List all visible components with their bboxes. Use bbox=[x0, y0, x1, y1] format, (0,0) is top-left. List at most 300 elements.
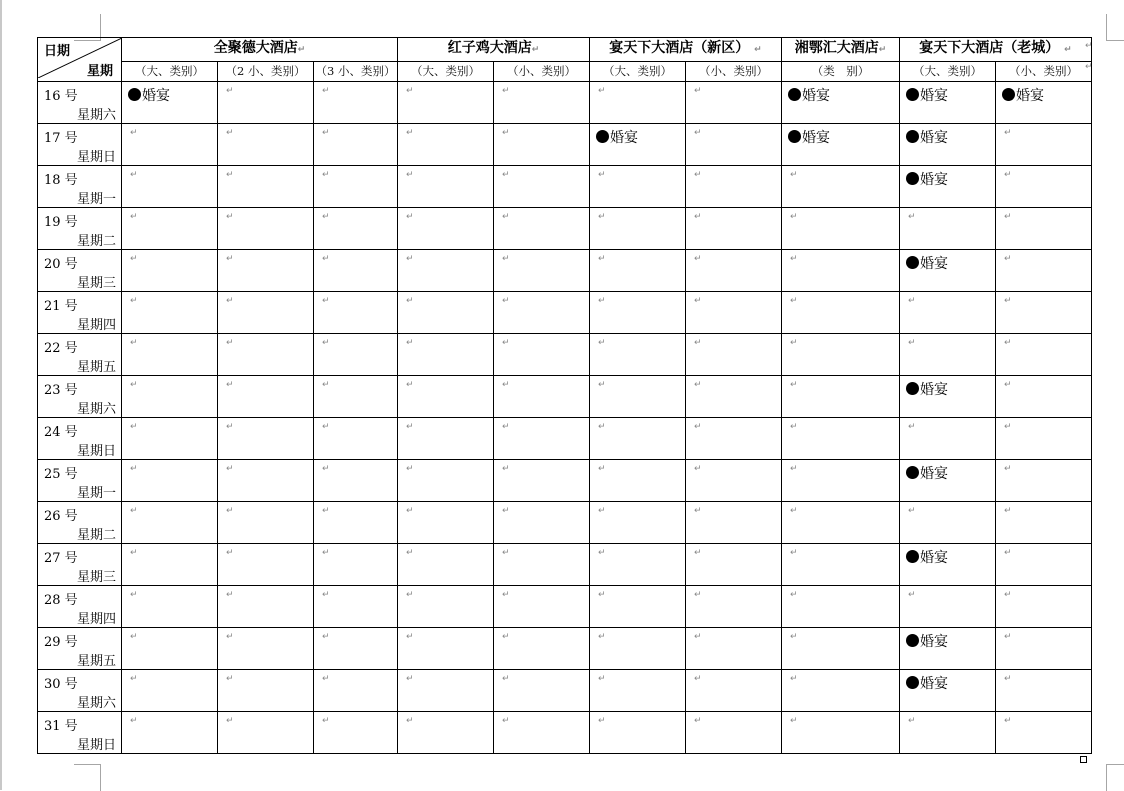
schedule-cell[interactable] bbox=[218, 124, 314, 166]
paragraph-mark: ↵ bbox=[790, 422, 798, 432]
paragraph-mark: ↵ bbox=[130, 170, 138, 180]
filled-circle-icon bbox=[1002, 88, 1015, 101]
schedule-cell[interactable] bbox=[494, 418, 590, 460]
schedule-cell[interactable] bbox=[314, 376, 398, 418]
schedule-cell[interactable] bbox=[900, 712, 996, 754]
schedule-cell[interactable] bbox=[686, 628, 782, 670]
date-cell[interactable] bbox=[38, 544, 122, 586]
schedule-cell[interactable] bbox=[122, 670, 218, 712]
filled-circle-icon bbox=[906, 256, 919, 269]
schedule-cell[interactable] bbox=[782, 166, 900, 208]
schedule-cell[interactable] bbox=[996, 292, 1092, 334]
schedule-cell[interactable] bbox=[996, 460, 1092, 502]
schedule-cell[interactable] bbox=[398, 124, 494, 166]
event-label: 婚宴 bbox=[802, 130, 830, 146]
schedule-cell[interactable] bbox=[900, 82, 996, 124]
schedule-cell[interactable] bbox=[686, 418, 782, 460]
schedule-cell[interactable] bbox=[314, 250, 398, 292]
hotel-header-row bbox=[38, 38, 1092, 62]
schedule-cell[interactable] bbox=[218, 628, 314, 670]
category-header: （小、类别） bbox=[686, 62, 782, 82]
schedule-cell[interactable] bbox=[686, 670, 782, 712]
schedule-cell[interactable] bbox=[900, 502, 996, 544]
schedule-cell[interactable] bbox=[398, 166, 494, 208]
paragraph-mark: ↵ bbox=[226, 212, 234, 222]
schedule-cell[interactable] bbox=[996, 712, 1092, 754]
weekday: 星期四 bbox=[76, 318, 116, 333]
paragraph-mark: ↵ bbox=[1004, 338, 1012, 348]
date-row bbox=[38, 124, 1092, 166]
schedule-cell[interactable] bbox=[494, 208, 590, 250]
schedule-cell[interactable] bbox=[996, 334, 1092, 376]
schedule-cell[interactable] bbox=[494, 124, 590, 166]
paragraph-mark: ↵ bbox=[790, 338, 798, 348]
schedule-cell[interactable] bbox=[996, 124, 1092, 166]
schedule-cell[interactable] bbox=[900, 670, 996, 712]
paragraph-mark: ↵ bbox=[322, 716, 330, 726]
date-number: 23 号 bbox=[44, 383, 78, 398]
paragraph-mark: ↵ bbox=[130, 464, 138, 474]
schedule-cell[interactable] bbox=[590, 544, 686, 586]
schedule-cell[interactable] bbox=[494, 376, 590, 418]
schedule-cell[interactable] bbox=[900, 250, 996, 292]
date-cell[interactable] bbox=[38, 670, 122, 712]
category-header-row bbox=[38, 62, 1092, 82]
filled-circle-icon bbox=[128, 88, 141, 101]
date-row bbox=[38, 208, 1092, 250]
paragraph-mark: ↵ bbox=[406, 170, 414, 180]
paragraph-mark: ↵ bbox=[502, 86, 510, 96]
paragraph-mark: ↵ bbox=[694, 590, 702, 600]
schedule-cell[interactable] bbox=[996, 376, 1092, 418]
schedule-cell[interactable] bbox=[122, 82, 218, 124]
schedule-cell[interactable] bbox=[494, 166, 590, 208]
paragraph-mark: ↵ bbox=[130, 128, 138, 138]
event-label: 婚宴 bbox=[610, 130, 638, 146]
schedule-cell[interactable] bbox=[122, 124, 218, 166]
paragraph-mark: ↵ bbox=[322, 254, 330, 264]
schedule-cell[interactable] bbox=[494, 628, 590, 670]
paragraph-mark: ↵ bbox=[502, 170, 510, 180]
schedule-cell[interactable] bbox=[314, 670, 398, 712]
schedule-cell[interactable] bbox=[686, 82, 782, 124]
schedule-cell[interactable] bbox=[218, 292, 314, 334]
weekday: 星期五 bbox=[76, 360, 116, 375]
schedule-cell[interactable] bbox=[996, 418, 1092, 460]
schedule-cell[interactable] bbox=[218, 712, 314, 754]
schedule-cell[interactable] bbox=[218, 586, 314, 628]
schedule-cell[interactable] bbox=[996, 250, 1092, 292]
schedule-cell[interactable] bbox=[900, 334, 996, 376]
schedule-cell[interactable] bbox=[590, 376, 686, 418]
paragraph-mark: ↵ bbox=[1004, 296, 1012, 306]
paragraph-mark: ↵ bbox=[130, 212, 138, 222]
weekday: 星期二 bbox=[76, 528, 116, 543]
schedule-cell[interactable] bbox=[218, 82, 314, 124]
paragraph-mark: ↵ bbox=[502, 338, 510, 348]
schedule-cell[interactable] bbox=[398, 376, 494, 418]
schedule-cell[interactable] bbox=[398, 628, 494, 670]
paragraph-mark: ↵ bbox=[1085, 62, 1093, 72]
paragraph-mark: ↵ bbox=[598, 338, 606, 348]
schedule-cell[interactable] bbox=[782, 334, 900, 376]
schedule-cell[interactable] bbox=[996, 502, 1092, 544]
schedule-cell[interactable] bbox=[314, 166, 398, 208]
paragraph-mark: ↵ bbox=[908, 338, 916, 348]
schedule-cell[interactable] bbox=[686, 460, 782, 502]
schedule-cell[interactable] bbox=[494, 250, 590, 292]
category-header: （2 小、类别） bbox=[218, 62, 314, 82]
schedule-cell[interactable] bbox=[900, 166, 996, 208]
weekday: 星期四 bbox=[76, 612, 116, 627]
date-cell[interactable] bbox=[38, 124, 122, 166]
paragraph-mark: ↵ bbox=[322, 590, 330, 600]
schedule-cell[interactable] bbox=[314, 544, 398, 586]
schedule-cell[interactable] bbox=[900, 124, 996, 166]
schedule-cell[interactable] bbox=[398, 544, 494, 586]
schedule-cell[interactable] bbox=[590, 502, 686, 544]
schedule-cell[interactable] bbox=[398, 670, 494, 712]
schedule-cell[interactable] bbox=[494, 670, 590, 712]
schedule-cell[interactable] bbox=[314, 460, 398, 502]
schedule-cell[interactable] bbox=[314, 292, 398, 334]
paragraph-mark: ↵ bbox=[322, 674, 330, 684]
date-cell[interactable] bbox=[38, 502, 122, 544]
schedule-cell[interactable] bbox=[900, 460, 996, 502]
filled-circle-icon bbox=[906, 88, 919, 101]
schedule-cell[interactable] bbox=[782, 712, 900, 754]
paragraph-mark: ↵ bbox=[790, 254, 798, 264]
schedule-cell[interactable] bbox=[996, 166, 1092, 208]
schedule-cell[interactable] bbox=[686, 292, 782, 334]
schedule-cell[interactable] bbox=[590, 628, 686, 670]
schedule-cell[interactable] bbox=[314, 586, 398, 628]
schedule-cell[interactable] bbox=[900, 544, 996, 586]
schedule-cell[interactable] bbox=[590, 250, 686, 292]
paragraph-mark: ↵ bbox=[130, 506, 138, 516]
schedule-cell[interactable] bbox=[782, 292, 900, 334]
paragraph-mark: ↵ bbox=[1004, 422, 1012, 432]
schedule-cell[interactable] bbox=[590, 418, 686, 460]
filled-circle-icon bbox=[788, 130, 801, 143]
paragraph-mark: ↵ bbox=[502, 464, 510, 474]
schedule-cell[interactable] bbox=[398, 712, 494, 754]
schedule-cell[interactable] bbox=[218, 166, 314, 208]
schedule-cell[interactable] bbox=[314, 208, 398, 250]
table-resize-handle[interactable] bbox=[1080, 756, 1087, 763]
crop-mark-bottom-left bbox=[74, 764, 101, 791]
weekday: 星期日 bbox=[76, 444, 116, 459]
schedule-cell[interactable] bbox=[686, 250, 782, 292]
paragraph-mark: ↵ bbox=[130, 674, 138, 684]
schedule-cell[interactable] bbox=[494, 712, 590, 754]
schedule-cell[interactable] bbox=[996, 670, 1092, 712]
schedule-cell[interactable] bbox=[218, 334, 314, 376]
date-number: 28 号 bbox=[44, 593, 78, 608]
schedule-cell[interactable] bbox=[686, 502, 782, 544]
date-cell[interactable] bbox=[38, 712, 122, 754]
schedule-cell[interactable] bbox=[122, 334, 218, 376]
date-cell[interactable] bbox=[38, 208, 122, 250]
paragraph-mark: ↵ bbox=[908, 422, 916, 432]
paragraph-mark: ↵ bbox=[694, 506, 702, 516]
schedule-cell[interactable] bbox=[996, 628, 1092, 670]
date-row bbox=[38, 82, 1092, 124]
event-label: 婚宴 bbox=[920, 634, 948, 650]
schedule-cell[interactable] bbox=[122, 460, 218, 502]
schedule-cell[interactable] bbox=[314, 124, 398, 166]
paragraph-mark: ↵ bbox=[598, 380, 606, 390]
schedule-cell[interactable] bbox=[122, 208, 218, 250]
hotel-header-hongziji: 红子鸡大酒店↵ bbox=[398, 38, 590, 62]
schedule-cell[interactable] bbox=[494, 544, 590, 586]
paragraph-mark: ↵ bbox=[790, 506, 798, 516]
schedule-cell[interactable] bbox=[590, 586, 686, 628]
date-number: 16 号 bbox=[44, 89, 78, 104]
paragraph-mark: ↵ bbox=[598, 86, 606, 96]
paragraph-mark: ↵ bbox=[790, 380, 798, 390]
schedule-cell[interactable] bbox=[782, 82, 900, 124]
paragraph-mark: ↵ bbox=[908, 716, 916, 726]
paragraph-mark: ↵ bbox=[694, 380, 702, 390]
schedule-cell[interactable] bbox=[996, 208, 1092, 250]
schedule-cell[interactable] bbox=[398, 250, 494, 292]
schedule-cell[interactable] bbox=[122, 418, 218, 460]
schedule-cell[interactable] bbox=[122, 712, 218, 754]
schedule-cell[interactable] bbox=[590, 208, 686, 250]
schedule-cell[interactable] bbox=[218, 460, 314, 502]
schedule-cell[interactable] bbox=[782, 586, 900, 628]
schedule-cell[interactable] bbox=[122, 502, 218, 544]
date-cell[interactable] bbox=[38, 82, 122, 124]
paragraph-mark: ↵ bbox=[598, 422, 606, 432]
schedule-cell[interactable] bbox=[782, 460, 900, 502]
paragraph-mark: ↵ bbox=[130, 338, 138, 348]
schedule-cell[interactable] bbox=[218, 250, 314, 292]
schedule-cell[interactable] bbox=[398, 292, 494, 334]
paragraph-mark: ↵ bbox=[694, 170, 702, 180]
paragraph-mark: ↵ bbox=[130, 590, 138, 600]
schedule-cell[interactable] bbox=[686, 208, 782, 250]
schedule-cell[interactable] bbox=[398, 586, 494, 628]
weekday: 星期日 bbox=[76, 738, 116, 753]
schedule-cell[interactable] bbox=[218, 502, 314, 544]
date-row bbox=[38, 418, 1092, 460]
date-number: 17 号 bbox=[44, 131, 78, 146]
paragraph-mark: ↵ bbox=[598, 590, 606, 600]
paragraph-mark: ↵ bbox=[130, 716, 138, 726]
date-number: 25 号 bbox=[44, 467, 78, 482]
schedule-cell[interactable] bbox=[782, 250, 900, 292]
schedule-cell[interactable] bbox=[996, 544, 1092, 586]
date-cell[interactable] bbox=[38, 166, 122, 208]
weekday: 星期三 bbox=[76, 570, 116, 585]
schedule-cell[interactable] bbox=[996, 586, 1092, 628]
paragraph-mark: ↵ bbox=[694, 674, 702, 684]
schedule-cell[interactable] bbox=[590, 460, 686, 502]
schedule-cell[interactable] bbox=[900, 628, 996, 670]
schedule-cell[interactable] bbox=[218, 376, 314, 418]
event-label: 婚宴 bbox=[920, 550, 948, 566]
event-label: 婚宴 bbox=[142, 88, 170, 104]
schedule-cell[interactable] bbox=[398, 502, 494, 544]
paragraph-mark: ↵ bbox=[406, 632, 414, 642]
schedule-cell[interactable] bbox=[686, 124, 782, 166]
schedule-cell[interactable] bbox=[686, 166, 782, 208]
paragraph-mark: ↵ bbox=[406, 338, 414, 348]
date-row bbox=[38, 166, 1092, 208]
filled-circle-icon bbox=[906, 382, 919, 395]
schedule-cell[interactable] bbox=[590, 712, 686, 754]
schedule-cell[interactable] bbox=[398, 82, 494, 124]
schedule-cell[interactable] bbox=[314, 82, 398, 124]
wedding-banquet-mark bbox=[596, 127, 638, 147]
paragraph-mark: ↵ bbox=[226, 338, 234, 348]
schedule-cell[interactable] bbox=[686, 712, 782, 754]
paragraph-mark: ↵ bbox=[908, 590, 916, 600]
schedule-cell[interactable] bbox=[782, 544, 900, 586]
date-cell[interactable] bbox=[38, 250, 122, 292]
schedule-cell[interactable] bbox=[494, 586, 590, 628]
document-left-edge bbox=[0, 0, 2, 790]
schedule-cell[interactable] bbox=[590, 292, 686, 334]
schedule-cell[interactable] bbox=[122, 166, 218, 208]
paragraph-mark: ↵ bbox=[502, 128, 510, 138]
schedule-cell[interactable] bbox=[122, 586, 218, 628]
schedule-cell[interactable] bbox=[590, 670, 686, 712]
schedule-cell[interactable] bbox=[218, 670, 314, 712]
schedule-cell[interactable] bbox=[494, 460, 590, 502]
schedule-cell[interactable] bbox=[900, 586, 996, 628]
schedule-cell[interactable] bbox=[900, 292, 996, 334]
date-number: 31 号 bbox=[44, 719, 78, 734]
schedule-cell[interactable] bbox=[398, 418, 494, 460]
schedule-cell[interactable] bbox=[494, 334, 590, 376]
date-cell[interactable] bbox=[38, 586, 122, 628]
paragraph-mark: ↵ bbox=[598, 296, 606, 306]
schedule-cell[interactable] bbox=[494, 292, 590, 334]
paragraph-mark: ↵ bbox=[502, 254, 510, 264]
schedule-cell[interactable] bbox=[900, 376, 996, 418]
filled-circle-icon bbox=[596, 130, 609, 143]
schedule-cell[interactable] bbox=[686, 376, 782, 418]
date-cell[interactable] bbox=[38, 334, 122, 376]
category-header: （大、类别） bbox=[900, 62, 996, 82]
date-cell[interactable] bbox=[38, 376, 122, 418]
schedule-cell[interactable] bbox=[494, 502, 590, 544]
date-cell[interactable] bbox=[38, 418, 122, 460]
filled-circle-icon bbox=[906, 676, 919, 689]
schedule-cell[interactable] bbox=[590, 166, 686, 208]
schedule-cell[interactable] bbox=[900, 418, 996, 460]
schedule-cell[interactable] bbox=[314, 334, 398, 376]
date-cell[interactable] bbox=[38, 628, 122, 670]
paragraph-mark: ↵ bbox=[790, 464, 798, 474]
schedule-cell[interactable] bbox=[686, 334, 782, 376]
paragraph-mark: ↵ bbox=[502, 422, 510, 432]
date-cell[interactable] bbox=[38, 460, 122, 502]
crop-mark-top-right bbox=[1106, 14, 1124, 41]
schedule-cell[interactable] bbox=[314, 418, 398, 460]
event-label: 婚宴 bbox=[920, 172, 948, 188]
date-cell[interactable] bbox=[38, 292, 122, 334]
category-header: （大、类别） bbox=[122, 62, 218, 82]
paragraph-mark: ↵ bbox=[322, 380, 330, 390]
paragraph-mark: ↵ bbox=[322, 170, 330, 180]
paragraph-mark: ↵ bbox=[322, 296, 330, 306]
schedule-cell[interactable] bbox=[900, 208, 996, 250]
schedule-cell[interactable] bbox=[686, 544, 782, 586]
paragraph-mark: ↵ bbox=[598, 716, 606, 726]
paragraph-mark: ↵ bbox=[322, 86, 330, 96]
schedule-cell[interactable] bbox=[314, 712, 398, 754]
wedding-banquet-mark bbox=[906, 85, 948, 105]
paragraph-mark: ↵ bbox=[502, 506, 510, 516]
filled-circle-icon bbox=[906, 466, 919, 479]
paragraph-mark: ↵ bbox=[598, 254, 606, 264]
schedule-cell[interactable] bbox=[314, 502, 398, 544]
paragraph-mark: ↵ bbox=[226, 254, 234, 264]
schedule-cell[interactable] bbox=[398, 334, 494, 376]
schedule-cell[interactable] bbox=[122, 628, 218, 670]
paragraph-mark: ↵ bbox=[502, 716, 510, 726]
wedding-banquet-mark bbox=[906, 379, 948, 399]
schedule-cell[interactable] bbox=[218, 544, 314, 586]
schedule-cell[interactable] bbox=[590, 334, 686, 376]
paragraph-mark: ↵ bbox=[322, 464, 330, 474]
schedule-cell[interactable] bbox=[122, 544, 218, 586]
schedule-cell[interactable] bbox=[398, 460, 494, 502]
schedule-cell[interactable] bbox=[314, 628, 398, 670]
schedule-cell[interactable] bbox=[686, 586, 782, 628]
schedule-cell[interactable] bbox=[218, 418, 314, 460]
schedule-cell[interactable] bbox=[782, 124, 900, 166]
filled-circle-icon bbox=[906, 550, 919, 563]
paragraph-mark: ↵ bbox=[406, 296, 414, 306]
category-header: （大、类别） bbox=[590, 62, 686, 82]
schedule-cell[interactable] bbox=[782, 208, 900, 250]
schedule-cell[interactable] bbox=[782, 418, 900, 460]
paragraph-mark: ↵ bbox=[322, 548, 330, 558]
paragraph-mark: ↵ bbox=[598, 170, 606, 180]
schedule-cell[interactable] bbox=[782, 670, 900, 712]
schedule-cell[interactable] bbox=[782, 628, 900, 670]
schedule-cell[interactable] bbox=[590, 82, 686, 124]
paragraph-mark: ↵ bbox=[226, 296, 234, 306]
filled-circle-icon bbox=[906, 130, 919, 143]
hotel-header-xiangehui: 湘鄂汇大酒店↵ bbox=[782, 38, 900, 62]
paragraph-mark: ↵ bbox=[1004, 632, 1012, 642]
paragraph-mark: ↵ bbox=[130, 296, 138, 306]
category-header: （类 别） bbox=[782, 62, 900, 82]
schedule-cell[interactable] bbox=[494, 82, 590, 124]
schedule-cell[interactable] bbox=[996, 82, 1092, 124]
schedule-cell[interactable] bbox=[590, 124, 686, 166]
paragraph-mark: ↵ bbox=[598, 506, 606, 516]
paragraph-mark: ↵ bbox=[1004, 128, 1012, 138]
banquet-schedule-table bbox=[37, 37, 1092, 754]
schedule-cell[interactable] bbox=[122, 250, 218, 292]
schedule-cell[interactable] bbox=[122, 376, 218, 418]
weekday: 星期一 bbox=[76, 486, 116, 501]
hotel-header-yantianxia-new: 宴天下大酒店（新区） ↵ bbox=[590, 38, 782, 62]
schedule-cell[interactable] bbox=[782, 502, 900, 544]
schedule-cell[interactable] bbox=[218, 208, 314, 250]
schedule-cell[interactable] bbox=[398, 208, 494, 250]
category-header: （小、类别） bbox=[996, 62, 1092, 82]
schedule-cell[interactable] bbox=[782, 376, 900, 418]
schedule-cell[interactable] bbox=[122, 292, 218, 334]
